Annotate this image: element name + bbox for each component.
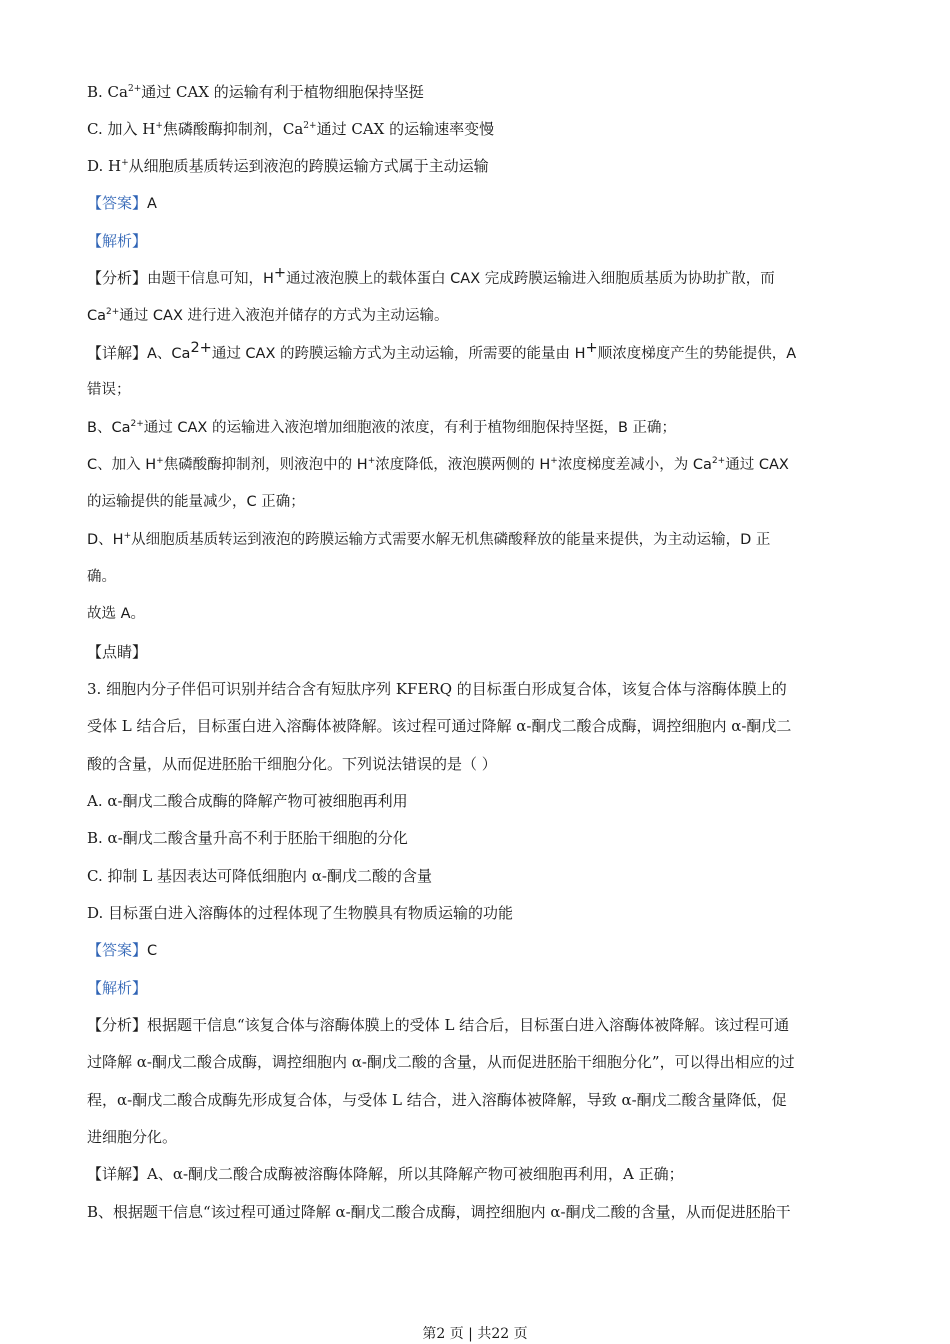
q3-answer: 【答案】C — [87, 941, 158, 959]
q2-fenxi-line1: 【分析】由题干信息可知，H+通过液泡膜上的载体蛋白 CAX 完成跨膜运输进入细胞质基质为协助扩散，而 — [87, 265, 775, 287]
q3-analysis-label: 【解析】 — [87, 979, 148, 997]
page-footer: 第2 页 | 共22 页 — [422, 1326, 528, 1342]
q2-analysis-label: 【解析】 — [87, 232, 148, 250]
q3-stem-line2: 受体 L 结合后，目标蛋白进入溶酶体被降解。该过程可通过降解 α-酮戊二酸合成酶，调控细胞内 α-酮戊二 — [87, 717, 792, 735]
q3-fenxi-line2: 过降解 α-酮戊二酸合成酶，调控细胞内 α-酮戊二酸的含量，从而促进胚胎干细胞分化”，可以得出相应的过 — [87, 1053, 795, 1071]
q3-option-a: A. α-酮戊二酸合成酶的降解产物可被细胞再利用 — [87, 792, 408, 810]
q3-option-c: C. 抑制 L 基因表达可降低细胞内 α-酮戊二酸的含量 — [87, 867, 432, 885]
q2-detail-line7: 确。 — [87, 569, 116, 585]
q2-option-d: D. H+从细胞质基质转运到液泡的跨膜运输方式属于主动运输 — [87, 157, 489, 175]
q2-detail-line4: C、加入 H+焦磷酸酶抑制剂，则液泡中的 H+浓度降低，液泡膜两侧的 H+浓度梯度差减小，为 $Ca^{2+}$通过 CAX — [87, 456, 789, 473]
q2-detail-line5: 的运输提供的能量减少，C 正确； — [87, 494, 305, 510]
q3-fenxi-line4: 进细胞分化。 — [87, 1128, 178, 1146]
q3-option-b: B. α-酮戊二酸含量升高不利于胚胎干细胞的分化 — [87, 829, 408, 847]
q3-fenxi-line1: 【分析】根据题干信息“该复合体与溶酶体膜上的受体 L 结合后，目标蛋白进入溶酶体被降解。该过程可通 — [87, 1016, 790, 1034]
q2-detail-line1: 【详解】A、$Ca^{2+}$通过 CAX 的跨膜运输方式为主动运输，所需要的能量由 H+顺浓度梯度产生的势能提供，A — [87, 340, 797, 362]
q2-option-b: B. $Ca^{2+}$通过 CAX 的运输有利于植物细胞保持坚挺 — [87, 83, 424, 101]
answer-label: 【答案】 — [87, 941, 148, 959]
q3-stem-line3: 酸的含量，从而促进胚胎干细胞分化。下列说法错误的是（ ） — [87, 755, 497, 773]
q2-fenxi-line2: $Ca^{2+}$通过 CAX 进行进入液泡并储存的方式为主动运输。 — [87, 307, 449, 324]
q2-detail-line3: B、$Ca^{2+}$通过 CAX 的运输进入液泡增加细胞液的浓度，有利于植物细胞保持坚挺，B 正确； — [87, 419, 676, 436]
q2-dianjing-label: 【点睛】 — [87, 643, 148, 661]
q2-detail-line6: D、H+从细胞质基质转运到液泡的跨膜运输方式需要水解无机焦磷酸释放的能量来提供，为主动运输，D 正 — [87, 531, 771, 548]
q3-option-d: D. 目标蛋白进入溶酶体的过程体现了生物膜具有物质运输的功能 — [87, 904, 514, 922]
q3-detail-line1: 【详解】A、α-酮戊二酸合成酶被溶酶体降解，所以其降解产物可被细胞再利用，A 正确； — [87, 1165, 684, 1183]
q3-fenxi-line3: 程，α-酮戊二酸合成酶先形成复合体，与受体 L 结合，进入溶酶体被降解，导致 α-酮戊二酸含量降低，促 — [87, 1091, 787, 1109]
q2-answer: 【答案】A — [87, 194, 157, 212]
q3-detail-line2: B、根据题干信息“该过程可通过降解 α-酮戊二酸合成酶，调控细胞内 α-酮戊二酸的含量，从而促进胚胎干 — [87, 1203, 791, 1221]
q2-conclusion: 故选 A。 — [87, 606, 146, 622]
answer-label: 【答案】 — [87, 194, 148, 212]
q2-option-c: C. 加入 H+焦磷酸酶抑制剂，$Ca^{2+}$通过 CAX 的运输速率变慢 — [87, 120, 495, 138]
q2-detail-line2: 错误； — [87, 382, 131, 398]
q3-stem-line1: 3. 细胞内分子伴侣可识别并结合含有短肽序列 KFERQ 的目标蛋白形成复合体，该复合体与溶酶体膜上的 — [87, 680, 787, 698]
